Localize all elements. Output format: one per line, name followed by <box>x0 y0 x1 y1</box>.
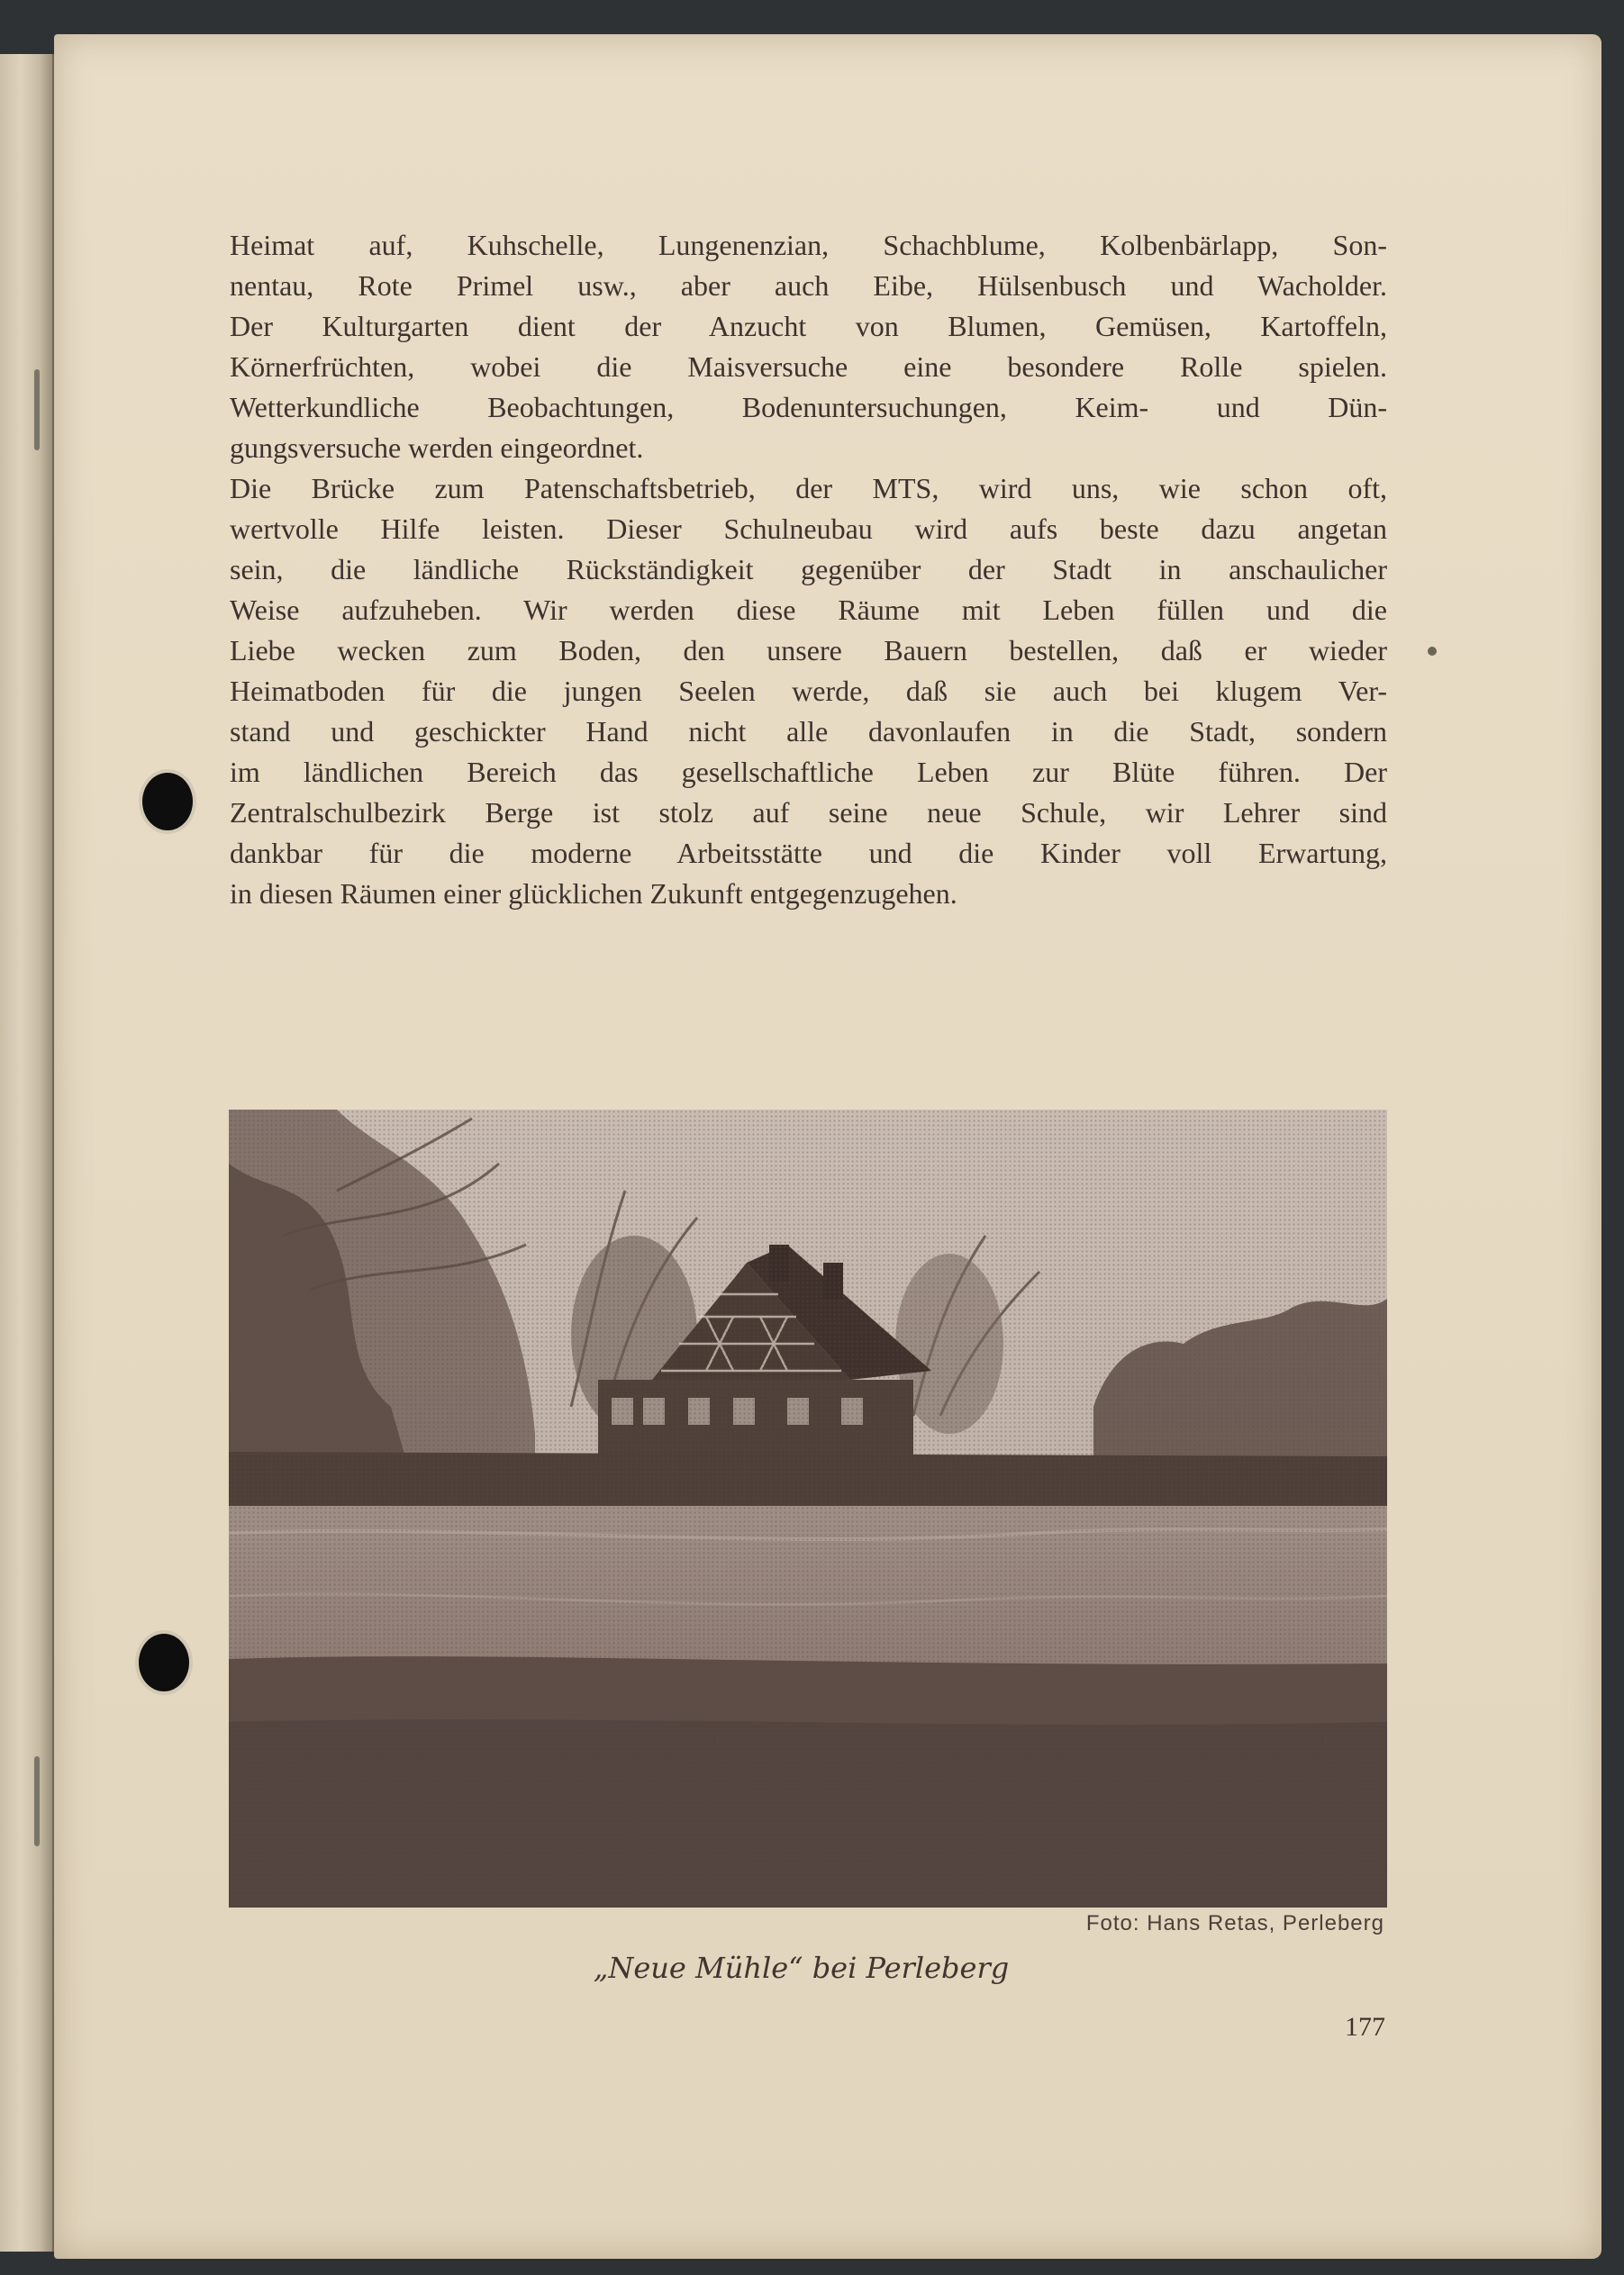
ink-speck <box>1428 647 1437 656</box>
text-line: dankbar für die moderne Arbeitsstätte und die Kinder voll Erwartung, <box>230 837 1387 869</box>
text-line: nentau, Rote Primel usw., aber auch Eibe, Hülsenbusch und Wacholder. <box>230 269 1387 302</box>
staple <box>34 1756 40 1846</box>
punch-hole <box>139 1634 189 1691</box>
text-line: Zentralschulbezirk Berge ist stolz auf seine neue Schule, wir Lehrer sind <box>230 796 1387 829</box>
punch-hole <box>142 773 193 830</box>
body-text <box>230 225 1387 914</box>
text-line: gungsversuche werden eingeordnet. <box>230 431 644 464</box>
text-line: Heimat auf, Kuhschelle, Lungenenzian, Schachblume, Kolbenbärlapp, Son- <box>230 229 1387 261</box>
text-line: sein, die ländliche Rückständigkeit gegenüber der Stadt in anschaulicher <box>230 553 1387 585</box>
book-spine-edge <box>0 54 54 2252</box>
text-line: im ländlichen Bereich das gesellschaftliche Leben zur Blüte führen. Der <box>230 756 1387 788</box>
photo-caption <box>0 1951 1624 1985</box>
text-line: stand und geschickter Hand nicht alle davonlaufen in die Stadt, sondern <box>230 715 1387 748</box>
text-line: Heimatboden für die jungen Seelen werde, daß sie auch bei klugem Ver- <box>230 675 1387 707</box>
photo-credit: Foto: Hans Retas, Perleberg <box>1085 1911 1384 1935</box>
text-line: Liebe wecken zum Boden, den unsere Bauern bestellen, daß er wieder <box>230 634 1387 666</box>
text-line: Die Brücke zum Patenschaftsbetrieb, der MTS, wird uns, wie schon oft, <box>230 472 1387 504</box>
staple <box>34 369 40 450</box>
text-line: wertvolle Hilfe leisten. Dieser Schulneubau wird aufs beste dazu angetan <box>230 512 1387 545</box>
text-line: Wetterkundliche Beobachtungen, Bodenuntersuchungen, Keim- und Dün- <box>230 391 1387 423</box>
photo-neue-muehle <box>229 1110 1387 1908</box>
text-line: in diesen Räumen einer glücklichen Zukunft entgegenzugehen. <box>230 877 957 910</box>
text-line: Der Kulturgarten dient der Anzucht von Blumen, Gemüsen, Kartoffeln, <box>230 310 1387 342</box>
text-line: Weise aufzuheben. Wir werden diese Räume mit Leben füllen und die <box>230 594 1387 626</box>
photo-illustration <box>229 1110 1387 1908</box>
caption-text: „Neue Mühle“ bei Perleberg <box>593 1951 1010 1985</box>
page-number: 177 <box>1345 2012 1385 2042</box>
text-line: Körnerfrüchten, wobei die Maisversuche eine besondere Rolle spielen. <box>230 350 1387 383</box>
